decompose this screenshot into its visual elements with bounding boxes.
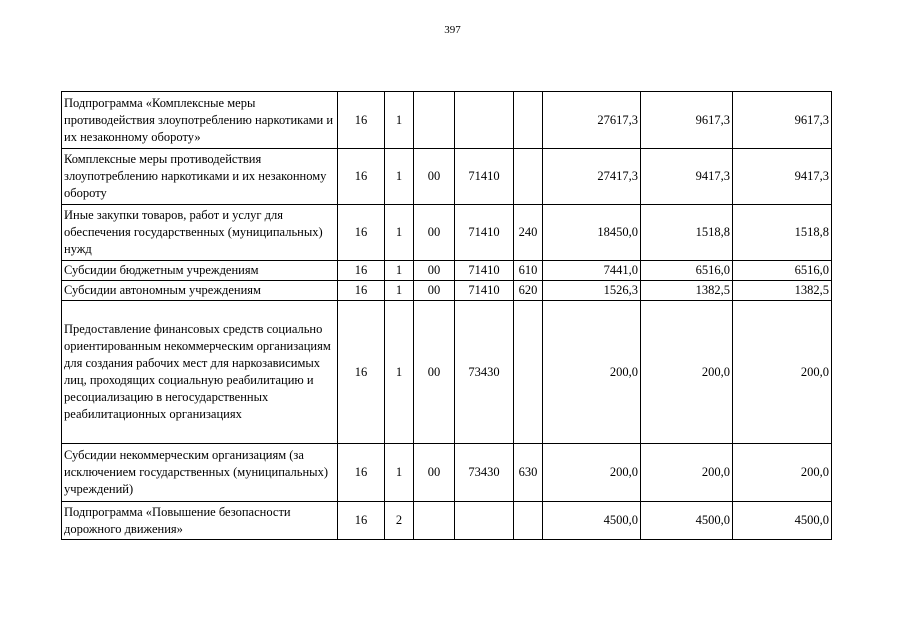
target-article-code bbox=[455, 92, 514, 149]
subprogram-code: 1 bbox=[385, 301, 414, 444]
expense-type-code bbox=[514, 92, 543, 149]
expense-type-code bbox=[514, 301, 543, 444]
amount-year-1: 200,0 bbox=[543, 444, 641, 502]
amount-year-2: 6516,0 bbox=[641, 261, 733, 281]
state-program-code: 16 bbox=[338, 281, 385, 301]
expense-type-code: 240 bbox=[514, 205, 543, 261]
target-article-code bbox=[455, 502, 514, 540]
amount-year-1: 18450,0 bbox=[543, 205, 641, 261]
row-name: Субсидии некоммерческим организациям (за исключением государственных (муниципальных) учреждений) bbox=[62, 444, 338, 502]
row-name: Подпрограмма «Повышение безопасности дорожного движения» bbox=[62, 502, 338, 540]
amount-year-1: 200,0 bbox=[543, 301, 641, 444]
subprogram-code: 2 bbox=[385, 502, 414, 540]
page-number: 397 bbox=[444, 24, 461, 36]
subprogram-code: 1 bbox=[385, 92, 414, 149]
amount-year-3: 6516,0 bbox=[733, 261, 832, 281]
direction-code: 00 bbox=[414, 149, 455, 205]
amount-year-2: 200,0 bbox=[641, 444, 733, 502]
amount-year-2: 9617,3 bbox=[641, 92, 733, 149]
amount-year-2: 1518,8 bbox=[641, 205, 733, 261]
expense-type-code: 620 bbox=[514, 281, 543, 301]
direction-code: 00 bbox=[414, 205, 455, 261]
expense-type-code: 630 bbox=[514, 444, 543, 502]
subprogram-code: 1 bbox=[385, 261, 414, 281]
amount-year-1: 7441,0 bbox=[543, 261, 641, 281]
budget-table bbox=[61, 91, 832, 540]
subprogram-code: 1 bbox=[385, 205, 414, 261]
amount-year-3: 1382,5 bbox=[733, 281, 832, 301]
state-program-code: 16 bbox=[338, 502, 385, 540]
target-article-code: 73430 bbox=[455, 301, 514, 444]
amount-year-1: 4500,0 bbox=[543, 502, 641, 540]
amount-year-3: 1518,8 bbox=[733, 205, 832, 261]
subprogram-code: 1 bbox=[385, 149, 414, 205]
table-row bbox=[62, 502, 832, 540]
amount-year-1: 1526,3 bbox=[543, 281, 641, 301]
state-program-code: 16 bbox=[338, 444, 385, 502]
direction-code: 00 bbox=[414, 281, 455, 301]
state-program-code: 16 bbox=[338, 149, 385, 205]
table-row bbox=[62, 149, 832, 205]
amount-year-2: 4500,0 bbox=[641, 502, 733, 540]
table-row bbox=[62, 92, 832, 149]
subprogram-code: 1 bbox=[385, 281, 414, 301]
target-article-code: 71410 bbox=[455, 261, 514, 281]
table-row bbox=[62, 261, 832, 281]
amount-year-3: 9417,3 bbox=[733, 149, 832, 205]
table-row bbox=[62, 205, 832, 261]
row-name: Иные закупки товаров, работ и услуг для обеспечения государственных (муниципальных) нужд bbox=[62, 205, 338, 261]
expense-type-code bbox=[514, 502, 543, 540]
target-article-code: 71410 bbox=[455, 149, 514, 205]
target-article-code: 71410 bbox=[455, 281, 514, 301]
row-name: Субсидии автономным учреждениям bbox=[62, 281, 338, 301]
expense-type-code: 610 bbox=[514, 261, 543, 281]
expense-type-code bbox=[514, 149, 543, 205]
amount-year-1: 27617,3 bbox=[543, 92, 641, 149]
direction-code bbox=[414, 92, 455, 149]
state-program-code: 16 bbox=[338, 92, 385, 149]
amount-year-3: 9617,3 bbox=[733, 92, 832, 149]
state-program-code: 16 bbox=[338, 205, 385, 261]
table-row bbox=[62, 444, 832, 502]
row-name: Предоставление финансовых средств социально ориентированным некоммерческим организациям для создания рабочих мест для наркозависимых лиц, проходящих социальную реабилитацию и ресоциализацию в негосударственных реабилитационных организациях bbox=[62, 301, 338, 444]
target-article-code: 71410 bbox=[455, 205, 514, 261]
amount-year-3: 200,0 bbox=[733, 301, 832, 444]
state-program-code: 16 bbox=[338, 301, 385, 444]
direction-code: 00 bbox=[414, 301, 455, 444]
direction-code: 00 bbox=[414, 261, 455, 281]
direction-code bbox=[414, 502, 455, 540]
amount-year-2: 9417,3 bbox=[641, 149, 733, 205]
amount-year-3: 200,0 bbox=[733, 444, 832, 502]
amount-year-2: 200,0 bbox=[641, 301, 733, 444]
subprogram-code: 1 bbox=[385, 444, 414, 502]
table-row bbox=[62, 281, 832, 301]
amount-year-2: 1382,5 bbox=[641, 281, 733, 301]
direction-code: 00 bbox=[414, 444, 455, 502]
amount-year-1: 27417,3 bbox=[543, 149, 641, 205]
state-program-code: 16 bbox=[338, 261, 385, 281]
table-row bbox=[62, 301, 832, 444]
row-name: Субсидии бюджетным учреждениям bbox=[62, 261, 338, 281]
amount-year-3: 4500,0 bbox=[733, 502, 832, 540]
target-article-code: 73430 bbox=[455, 444, 514, 502]
row-name: Подпрограмма «Комплексные меры противодействия злоупотреблению наркотиками и их незаконному обороту» bbox=[62, 92, 338, 149]
row-name: Комплексные меры противодействия злоупотреблению наркотиками и их незаконному обороту bbox=[62, 149, 338, 205]
